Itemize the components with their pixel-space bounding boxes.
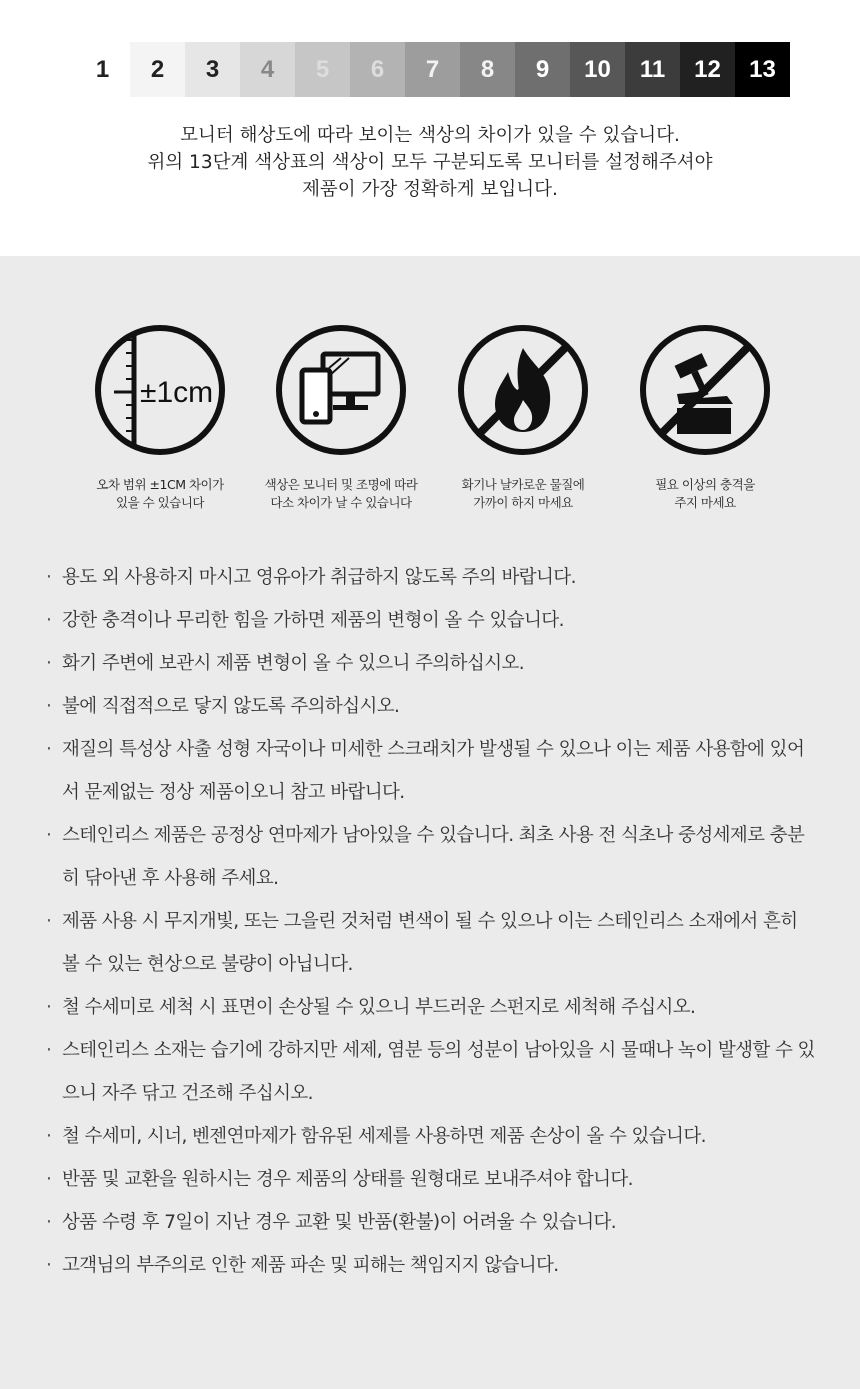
monitor-notice [0, 122, 860, 203]
scale-step: 6 [350, 42, 405, 97]
notice-line: 모니터 해상도에 따라 보이는 색상의 차이가 있을 수 있습니다. [180, 125, 680, 146]
scale-step: 10 [570, 42, 625, 97]
ruler-caution [70, 320, 250, 512]
icon-caption: 필요 이상의 충격을 주지 마세요 [655, 477, 755, 510]
caution-section [0, 256, 860, 1389]
caution-item: · 스테인리스 소재는 습기에 강하지만 세제, 염분 등의 성분이 남아있을 시 물때나 녹이 발생할 수 있으니 자주 닦고 건조해 주십시오. [46, 1029, 816, 1115]
icon-caption: 오차 범위 ±1CM 차이가 있을 수 있습니다 [96, 477, 224, 510]
caution-item: · 고객님의 부주의로 인한 제품 파손 및 피해는 책임지지 않습니다. [46, 1244, 816, 1287]
devices-caution [251, 320, 431, 512]
scale-step: 11 [625, 42, 680, 97]
caution-item: · 화기 주변에 보관시 제품 변형이 올 수 있으니 주의하십시오. [46, 642, 816, 685]
monitor-color-section [0, 0, 860, 256]
scale-step: 2 [130, 42, 185, 97]
caution-item: · 철 수세미, 시너, 벤젠연마제가 함유된 세제를 사용하면 제품 손상이 올 수 있습니다. [46, 1115, 816, 1158]
caution-item: · 제품 사용 시 무지개빛, 또는 그을린 것처럼 변색이 될 수 있으나 이는 스테인리스 소재에서 흔히 볼 수 있는 현상으로 불량이 아닙니다. [46, 900, 816, 986]
icon-caption: 색상은 모니터 및 조명에 따라 다소 차이가 날 수 있습니다 [264, 477, 418, 510]
caution-item: · 상품 수령 후 7일이 지난 경우 교환 및 반품(환불)이 어려울 수 있습니다. [46, 1201, 816, 1244]
caution-item: · 용도 외 사용하지 마시고 영유아가 취급하지 않도록 주의 바랍니다. [46, 556, 816, 599]
no-impact-icon [635, 320, 775, 460]
caution-item: · 반품 및 교환을 원하시는 경우 제품의 상태를 원형대로 보내주셔야 합니다. [46, 1158, 816, 1201]
caution-item: · 강한 충격이나 무리한 힘을 가하면 제품의 변형이 올 수 있습니다. [46, 599, 816, 642]
scale-step: 3 [185, 42, 240, 97]
caution-list [46, 556, 816, 1287]
no-fire-icon [453, 320, 593, 460]
scale-step: 12 [680, 42, 735, 97]
caution-item: · 재질의 특성상 사출 성형 자국이나 미세한 스크래치가 발생될 수 있으나 이는 제품 사용함에 있어서 문제없는 정상 제품이오니 참고 바랍니다. [46, 728, 816, 814]
notice-line: 위의 13단계 색상표의 색상이 모두 구분되도록 모니터를 설정해주셔야 [147, 152, 713, 173]
caution-item: · 불에 직접적으로 닿지 않도록 주의하십시오. [46, 685, 816, 728]
scale-step: 13 [735, 42, 790, 97]
scale-step: 8 [460, 42, 515, 97]
grayscale-color-chart [75, 42, 790, 97]
icon-caption: 화기나 날카로운 물질에 가까이 하지 마세요 [461, 477, 585, 510]
impact-caution [615, 320, 795, 512]
caution-item: · 스테인리스 제품은 공정상 연마제가 남아있을 수 있습니다. 최초 사용 전 식초나 중성세제로 충분히 닦아낸 후 사용해 주세요. [46, 814, 816, 900]
scale-step: 7 [405, 42, 460, 97]
scale-step: 4 [240, 42, 295, 97]
scale-step: 1 [75, 42, 130, 97]
ruler-icon [90, 320, 230, 460]
scale-step: 5 [295, 42, 350, 97]
caution-icons [0, 320, 860, 520]
notice-line: 제품이 가장 정확하게 보입니다. [302, 179, 558, 200]
fire-caution [433, 320, 613, 512]
devices-icon [271, 320, 411, 460]
scale-step: 9 [515, 42, 570, 97]
ruler-symbol: ±1cm [140, 376, 214, 409]
caution-item: · 철 수세미로 세척 시 표면이 손상될 수 있으니 부드러운 스펀지로 세척해 주십시오. [46, 986, 816, 1029]
